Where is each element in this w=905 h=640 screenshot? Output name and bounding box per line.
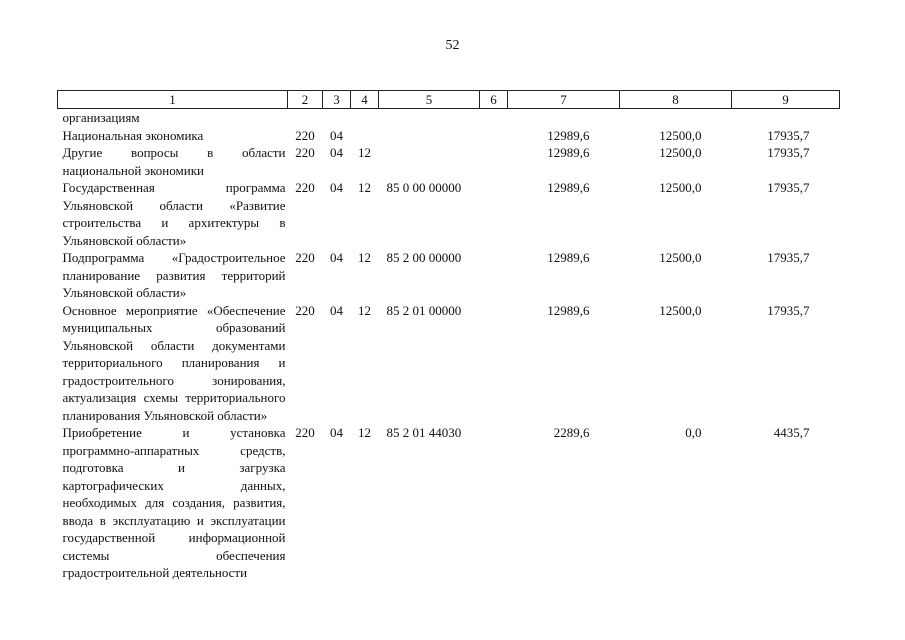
cell-c7: 12989,6 — [547, 250, 590, 265]
cell-c3: 04 — [330, 425, 343, 440]
cell-c9: 4435,7 — [773, 425, 810, 440]
cell-c4: 12 — [358, 145, 371, 160]
row-name: Подпрограмма «Градостроительное планирование развития территорий Ульяновской области» — [62, 250, 286, 300]
column-number-row — [58, 91, 840, 109]
row-name: Национальная экономика — [62, 127, 204, 143]
page-number: 52 — [445, 38, 460, 53]
cell-c4 — [351, 127, 379, 145]
row-name: Другие вопросы в области национальной экономики — [62, 145, 286, 178]
cell-c4: 12 — [358, 250, 371, 265]
cell-c7: 12989,6 — [547, 302, 590, 318]
cell-c2: 220 — [295, 127, 315, 143]
cell-c9: 17935,7 — [767, 127, 810, 143]
row-name: Основное мероприятие «Обеспечение муниципальных образований Ульяновской области документами территориального планирования и градостроительного зонирования, актуализация схемы территориального планирования Ульяновской области» — [62, 302, 286, 423]
cell-c5 — [379, 144, 480, 179]
table-row — [58, 302, 840, 425]
cell-c6 — [480, 127, 508, 145]
table-row — [58, 424, 840, 582]
cell-c5 — [379, 109, 480, 127]
column-header: 5 — [379, 91, 480, 109]
cell-c6 — [480, 424, 508, 582]
table-row — [58, 144, 840, 179]
table-row — [58, 127, 840, 145]
cell-c6 — [480, 249, 508, 302]
cell-c9: 17935,7 — [767, 145, 810, 160]
cell-c2: 220 — [295, 425, 315, 440]
cell-c8: 12500,0 — [659, 145, 702, 160]
cell-c3: 04 — [330, 250, 343, 265]
cell-c3 — [323, 109, 351, 127]
cell-c7: 12989,6 — [547, 180, 590, 195]
cell-c6 — [480, 109, 508, 127]
cell-c7: 12989,6 — [547, 127, 590, 143]
cell-c5: 85 2 01 00000 — [386, 302, 462, 318]
cell-c6 — [480, 144, 508, 179]
cell-c8: 0,0 — [685, 425, 702, 440]
column-header: 8 — [620, 91, 732, 109]
cell-c4: 12 — [358, 180, 371, 195]
cell-c7: 2289,6 — [553, 425, 590, 440]
cell-c5: 85 2 01 44030 — [386, 425, 462, 440]
cell-c8: 12500,0 — [659, 180, 702, 195]
cell-c7: 12989,6 — [547, 145, 590, 160]
cell-c9 — [732, 109, 840, 127]
table-row — [58, 179, 840, 249]
budget-table — [57, 90, 840, 582]
cell-c8: 12500,0 — [659, 127, 702, 143]
cell-c5 — [379, 127, 480, 145]
row-name: Государственная программа Ульяновской области «Развитие строительства и архитектуры в Ульяновской области» — [62, 180, 286, 248]
cell-c3: 04 — [330, 145, 343, 160]
cell-c5: 85 0 00 00000 — [386, 180, 462, 195]
table-row — [58, 249, 840, 302]
cell-c9: 17935,7 — [767, 180, 810, 195]
cell-c2: 220 — [295, 180, 315, 195]
column-header: 1 — [58, 91, 288, 109]
column-header: 7 — [508, 91, 620, 109]
cell-c4 — [351, 109, 379, 127]
column-header: 2 — [288, 91, 323, 109]
cell-c3: 04 — [330, 127, 343, 143]
cell-c8 — [620, 109, 732, 127]
cell-c8: 12500,0 — [659, 302, 702, 318]
column-header: 4 — [351, 91, 379, 109]
cell-c2: 220 — [295, 250, 315, 265]
row-name: организациям — [62, 110, 140, 125]
cell-c3: 04 — [330, 180, 343, 195]
column-header: 9 — [732, 91, 840, 109]
cell-c7 — [508, 109, 620, 127]
column-header: 3 — [323, 91, 351, 109]
cell-c5: 85 2 00 00000 — [386, 250, 462, 265]
cell-c2: 220 — [295, 302, 315, 318]
cell-c9: 17935,7 — [767, 302, 810, 318]
cell-c8: 12500,0 — [659, 250, 702, 265]
cell-c2: 220 — [295, 145, 315, 160]
cell-c4: 12 — [358, 425, 371, 440]
cell-c2 — [288, 109, 323, 127]
cell-c4: 12 — [358, 302, 371, 318]
cell-c6 — [480, 302, 508, 425]
cell-c3: 04 — [330, 302, 343, 318]
column-header: 6 — [480, 91, 508, 109]
row-name: Приобретение и установка программно-аппаратных средств, подготовка и загрузка картографических данных, необходимых для создания, развития, ввода в эксплуатацию и эксплуатации государственной информационной системы обеспечения градостроительной деятельности — [62, 425, 286, 580]
cell-c6 — [480, 179, 508, 249]
cell-c9: 17935,7 — [767, 250, 810, 265]
table-row — [58, 109, 840, 127]
